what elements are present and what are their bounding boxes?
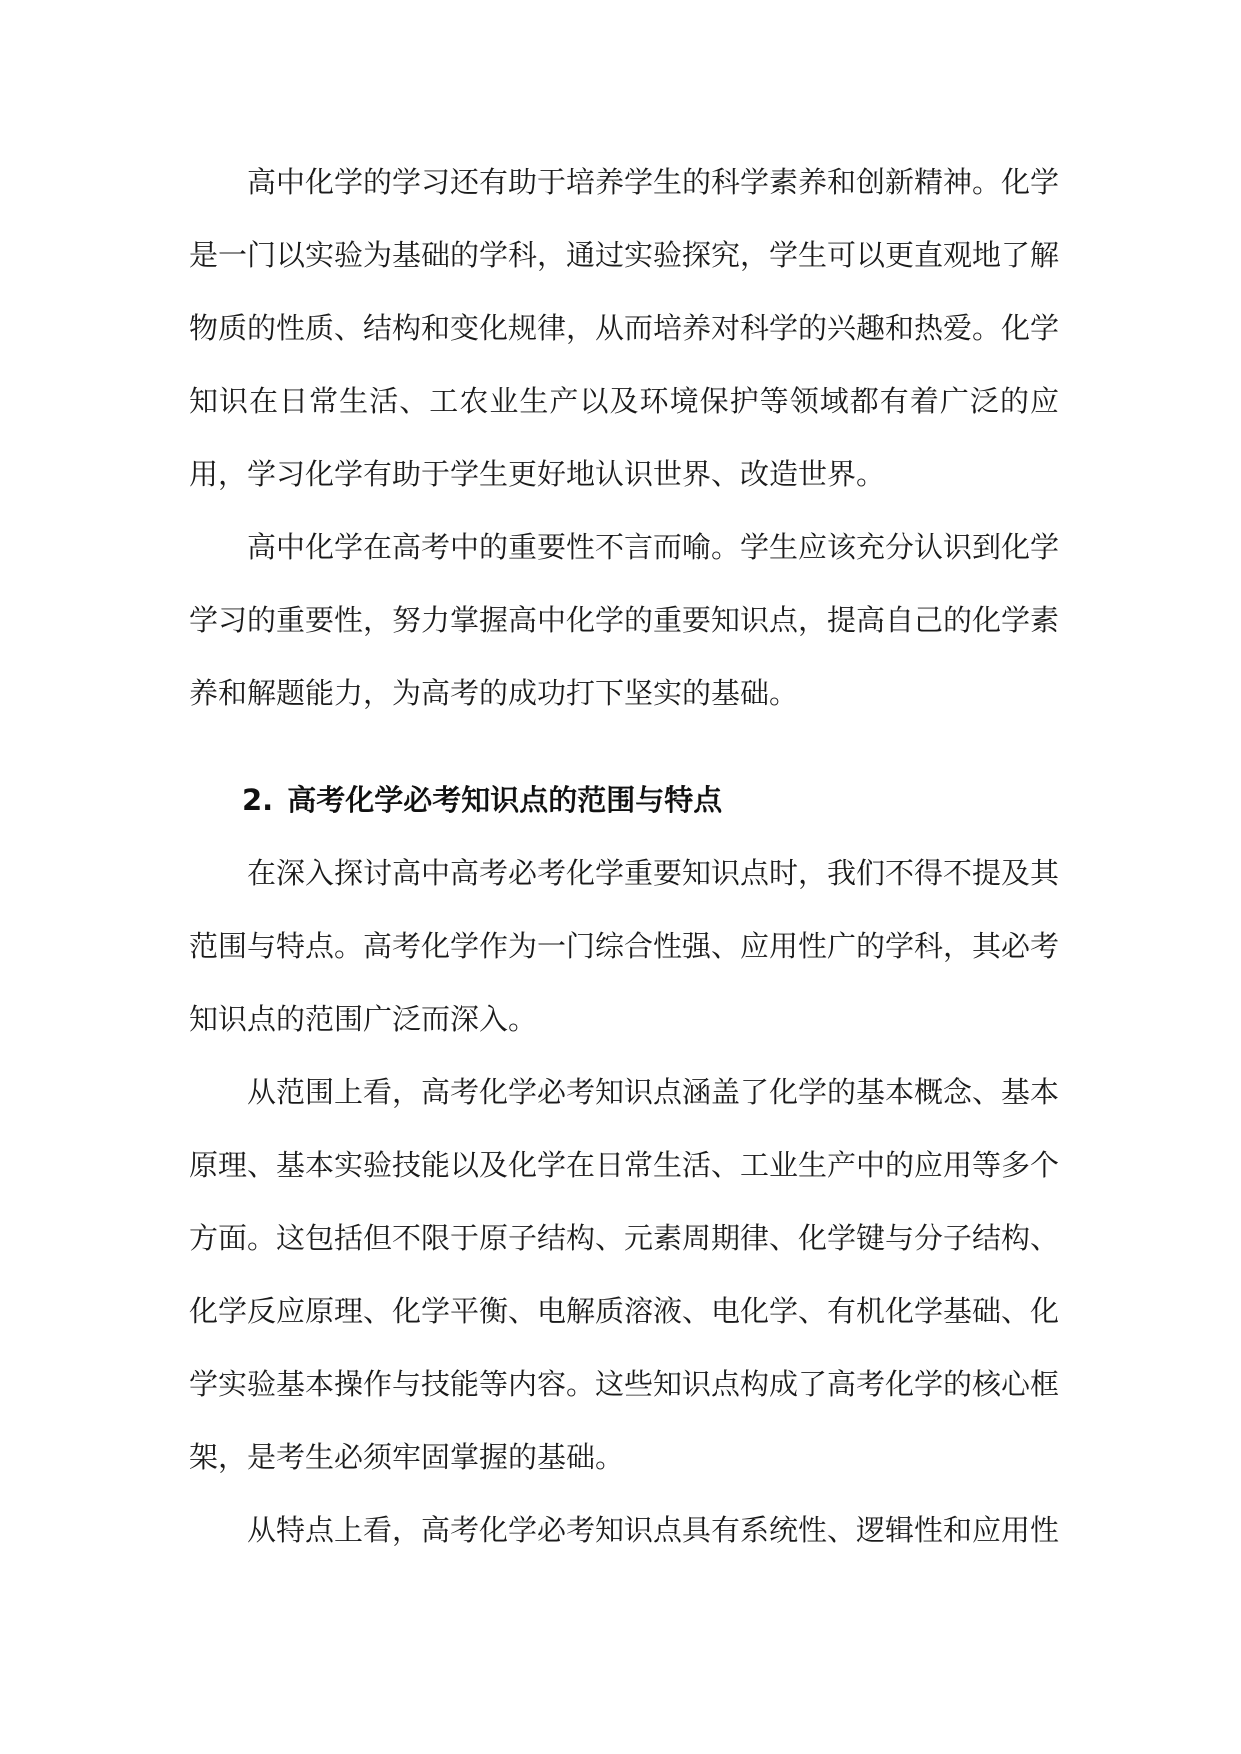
section-heading <box>189 764 1059 837</box>
paragraph-scope-intro: 在深入探讨高中高考必考化学重要知识点时，我们不得不提及其范围与特点。高考化学作为一门综合性强、应用性广的学科，其必考知识点的范围广泛而深入。 <box>189 856 1060 1036</box>
document-body <box>189 146 1059 1567</box>
paragraph-science-literacy: 高中化学的学习还有助于培养学生的科学素养和创新精神。化学是一门以实验为基础的学科，通过实验探究，学生可以更直观地了解物质的性质、结构和变化规律，从而培养对科学的兴趣和热爱。化学知识在日常生活、工农业生产以及环境保护等领域都有着广泛的应用，学习化学有助于学生更好地认识世界、改造世界。 <box>189 165 1060 491</box>
paragraph-exam-importance: 高中化学在高考中的重要性不言而喻。学生应该充分认识到化学学习的重要性，努力掌握高中化学的重要知识点，提高自己的化学素养和解题能力，为高考的成功打下坚实的基础。 <box>189 530 1060 710</box>
paragraph-characteristics: 从特点上看，高考化学必考知识点具有系统性、逻辑性和应用性 <box>247 1513 1060 1547</box>
section-number: 2. <box>242 783 274 817</box>
section-title: 高考化学必考知识点的范围与特点 <box>287 783 723 817</box>
paragraph-scope-detail: 从范围上看，高考化学必考知识点涵盖了化学的基本概念、基本原理、基本实验技能以及化学在日常生活、工业生产中的应用等多个方面。这包括但不限于原子结构、元素周期律、化学键与分子结构、化学反应原理、化学平衡、电解质溶液、电化学、有机化学基础、化学实验基本操作与技能等内容。这些知识点构成了高考化学的核心框架，是考生必须牢固掌握的基础。 <box>189 1075 1060 1474</box>
